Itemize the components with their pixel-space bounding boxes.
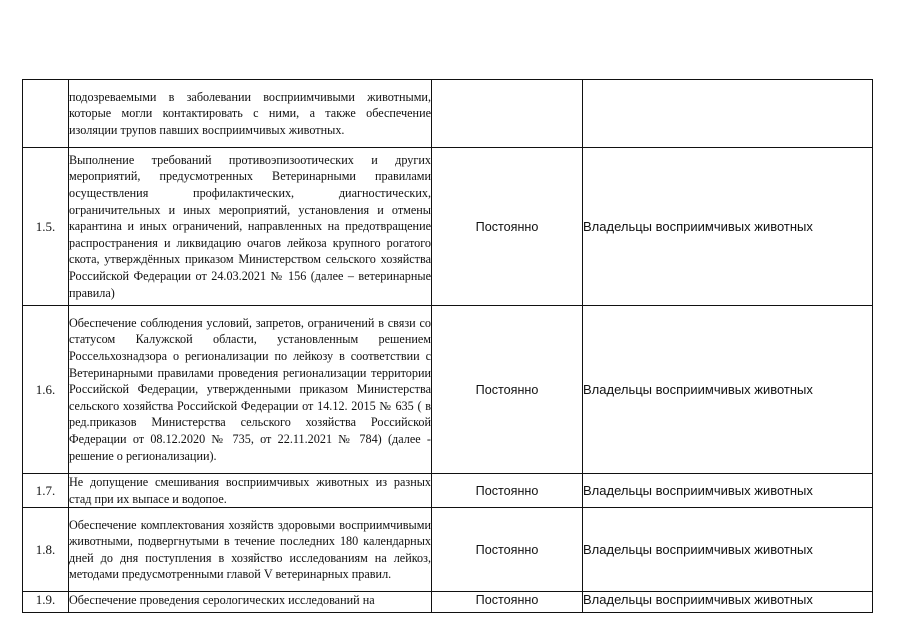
row-number: [23, 80, 69, 148]
row-responsible: Владельцы восприимчивых животных: [583, 474, 873, 508]
row-description: Обеспечение соблюдения условий, запретов, ограничений в связи со статусом Калужской области, установленным решением Россельхознадзора о регионализации по лейкозу в соответствии с Ветеринарными правилами проведения регионализации территории Российской Федерации, утвержденными приказом Министерства сельского хозяйства Российской Федерации от 14.12. 2015 № 635 ( в ред.приказов Министерства сельского хозяйства Российской Федерации от 08.12.2020 № 735, от 22.11.2021 № 784) (далее - решение о регионализации).: [69, 306, 432, 474]
row-term: [432, 80, 583, 148]
row-description: Обеспечение проведения серологических исследований на: [69, 592, 432, 613]
row-responsible: [583, 80, 873, 148]
table-row: [23, 148, 873, 306]
row-term: Постоянно: [432, 508, 583, 592]
table-row: [23, 508, 873, 592]
table-row: [23, 80, 873, 148]
measures-table: [22, 79, 873, 613]
row-responsible: Владельцы восприимчивых животных: [583, 148, 873, 306]
table-row: [23, 306, 873, 474]
row-responsible: Владельцы восприимчивых животных: [583, 592, 873, 613]
row-term: Постоянно: [432, 306, 583, 474]
row-description: подозреваемыми в заболевании восприимчивыми животными, которые могли контактировать с ними, а также обеспечение изоляции трупов павших восприимчивых животных.: [69, 80, 432, 148]
row-term: Постоянно: [432, 592, 583, 613]
row-description: Выполнение требований противоэпизоотических и других мероприятий, предусмотренных Ветеринарными правилами осуществления профилактических, диагностических, ограничительных и иных мероприятий, установления и отмены карантина и иных ограничений, направленных на предотвращение распространения и ликвидацию очагов лейкоза крупного рогатого скота, утверждённых приказом Министерством сельского хозяйства Российской Федерации от 24.03.2021 № 156 (далее – ветеринарные правила): [69, 148, 432, 306]
row-number: 1.5.: [23, 148, 69, 306]
row-description: Обеспечение комплектования хозяйств здоровыми восприимчивыми животными, подвергнутыми в течение последних 180 календарных дней до дня поступления в хозяйство исследованиям на лейкоз, методами предусмотренными главой V ветеринарных правил.: [69, 508, 432, 592]
row-number: 1.6.: [23, 306, 69, 474]
row-number: 1.8.: [23, 508, 69, 592]
row-term: Постоянно: [432, 148, 583, 306]
row-number: 1.9.: [23, 592, 69, 613]
row-responsible: Владельцы восприимчивых животных: [583, 508, 873, 592]
table-row: [23, 474, 873, 508]
row-description: Не допущение смешивания восприимчивых животных из разных стад при их выпасе и водопое.: [69, 474, 432, 508]
row-term: Постоянно: [432, 474, 583, 508]
row-number: 1.7.: [23, 474, 69, 508]
row-responsible: Владельцы восприимчивых животных: [583, 306, 873, 474]
table-row: [23, 592, 873, 613]
